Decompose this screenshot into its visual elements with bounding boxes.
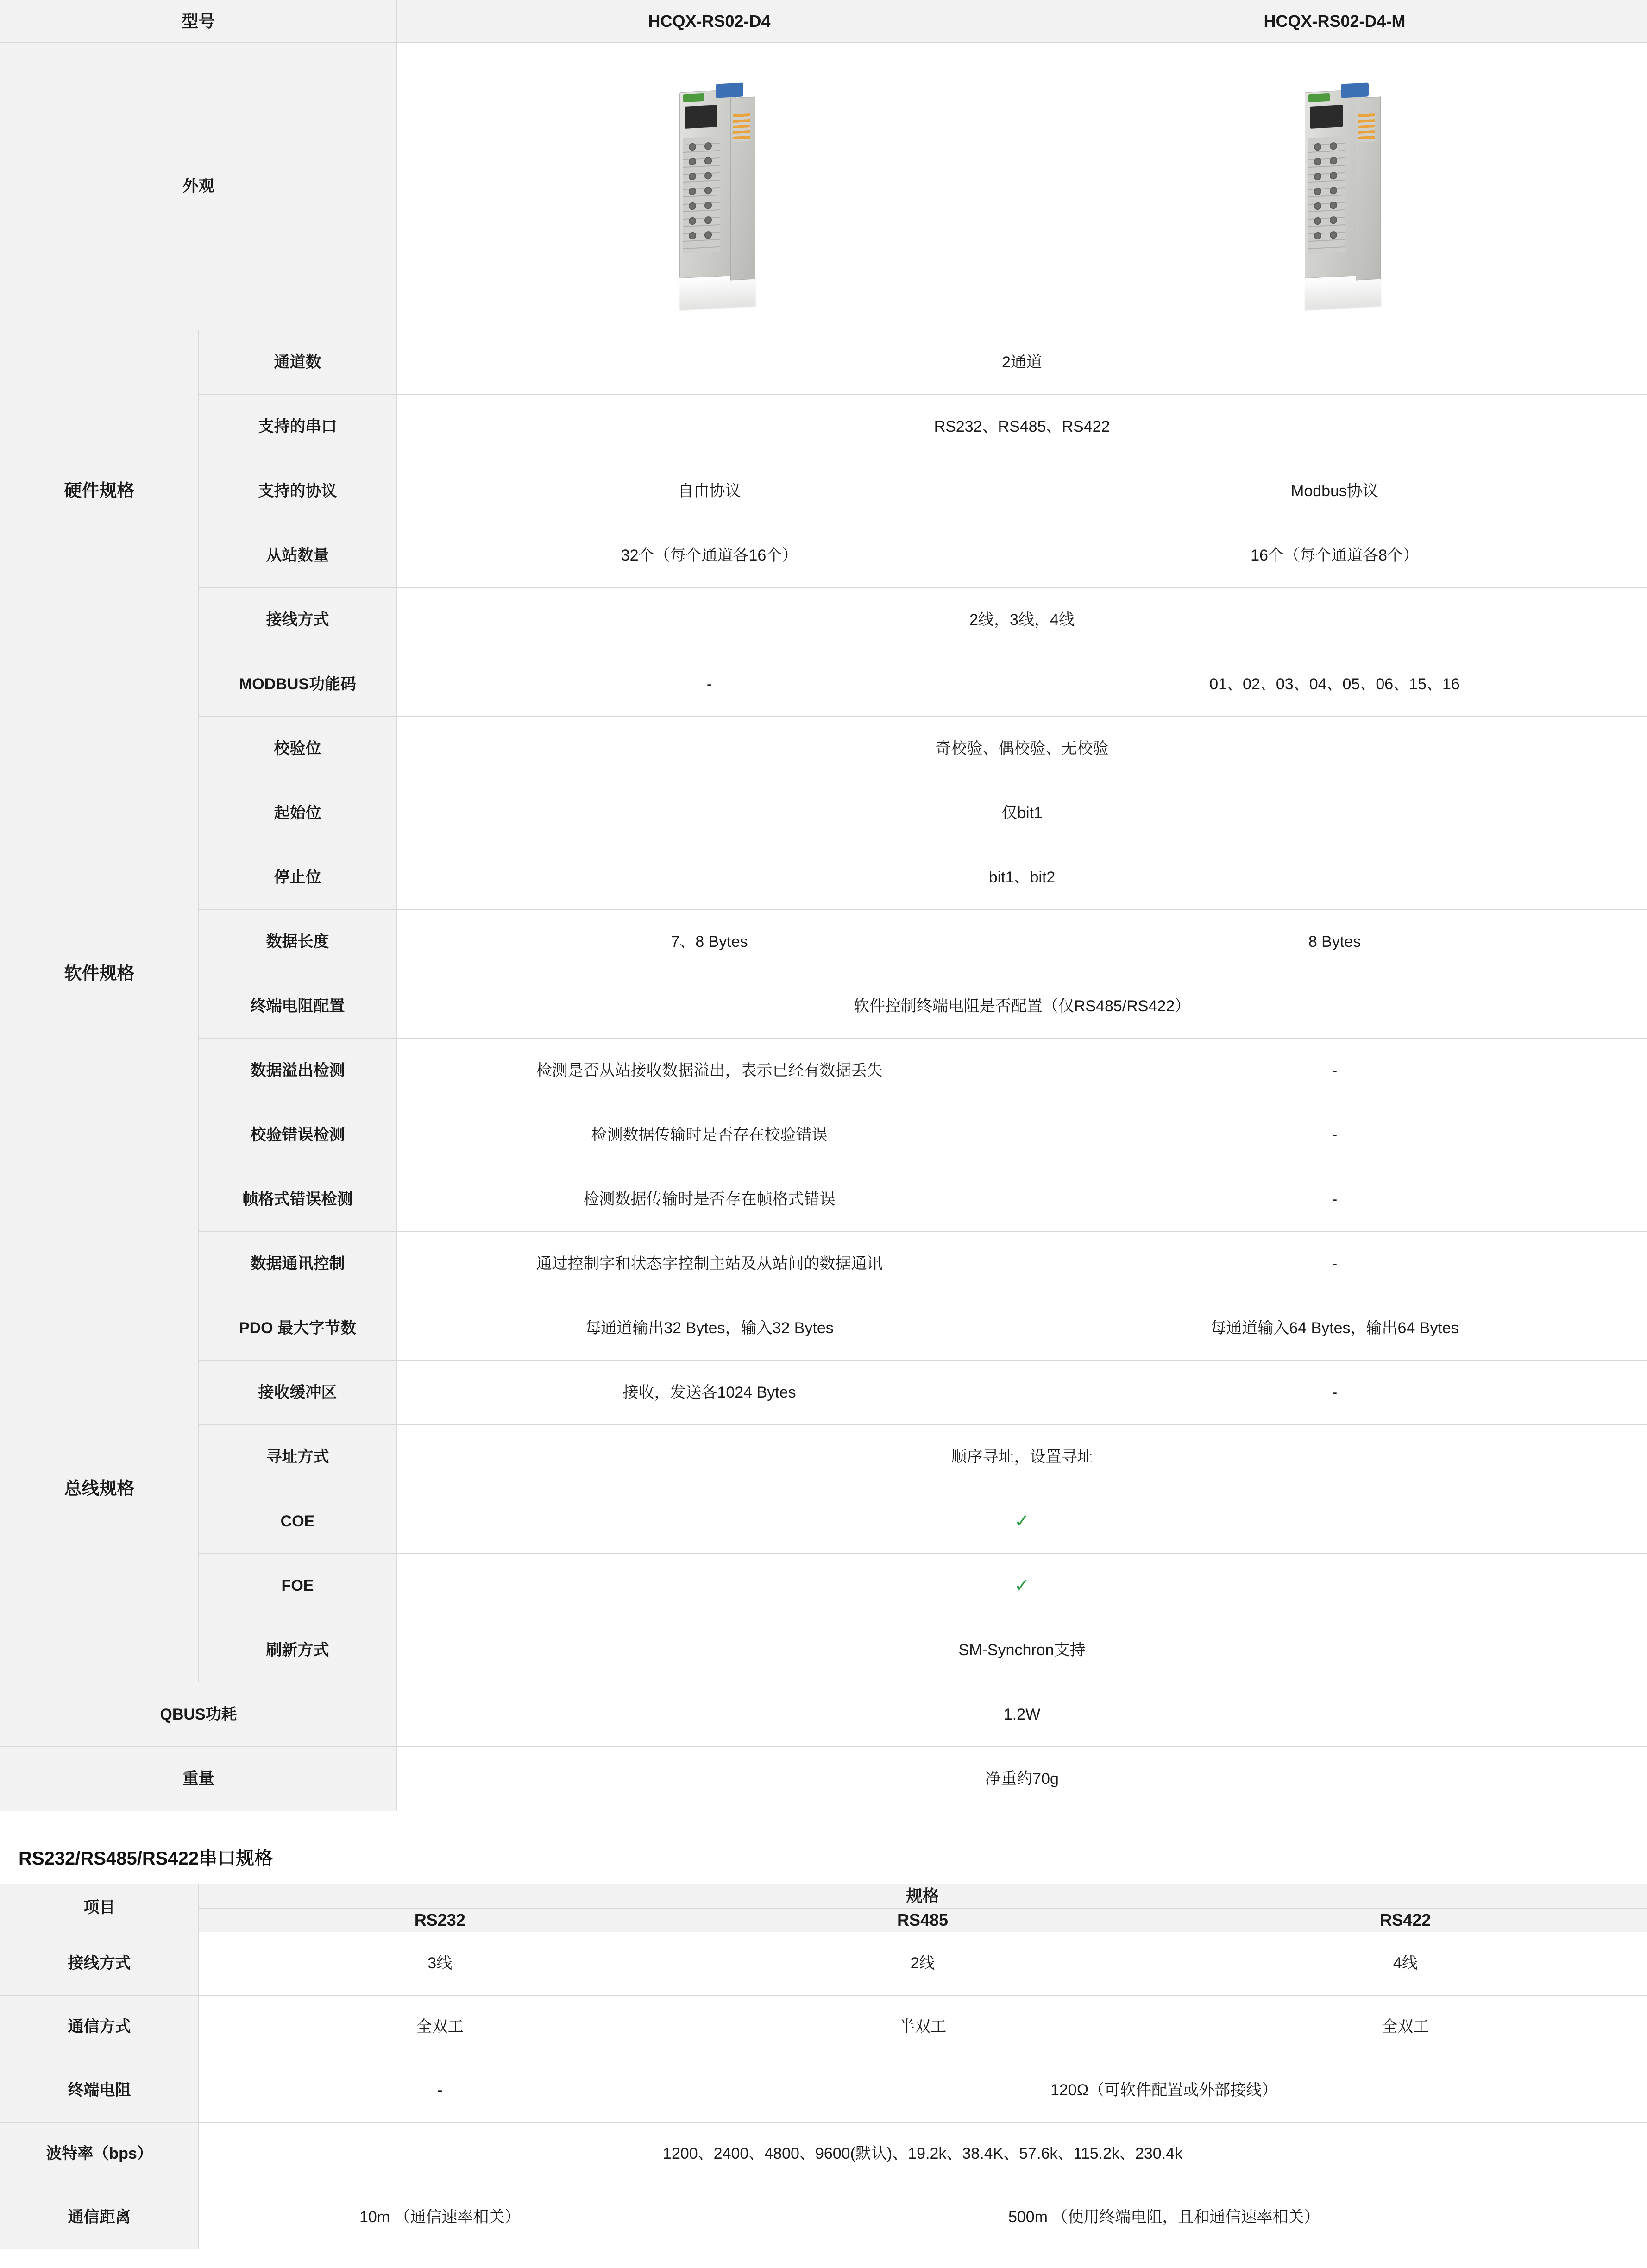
product-image-d4m <box>1022 43 1647 330</box>
serial-value: 10m （通信速率相关） <box>199 2186 681 2249</box>
spec-value-model-b: - <box>1022 1103 1647 1167</box>
spec-row <box>0 330 1647 395</box>
spec-row-label: 终端电阻配置 <box>199 974 397 1039</box>
spec-value-model-b: - <box>1022 1167 1647 1232</box>
spec-row <box>0 910 1647 974</box>
spec-value-model-a: 自由协议 <box>397 459 1022 523</box>
spec-value-model-b: - <box>1022 1039 1647 1103</box>
serial-row-label: 波特率（bps） <box>0 2123 199 2186</box>
spec-value-model-a: 检测数据传输时是否存在校验错误 <box>397 1103 1022 1167</box>
spec-row-label: 停止位 <box>199 845 397 910</box>
spec-value: bit1、bit2 <box>397 845 1647 910</box>
spec-row <box>0 845 1647 910</box>
check-icon: ✓ <box>1014 1575 1030 1596</box>
spec-row-label: 数据通讯控制 <box>199 1232 397 1296</box>
spec-row <box>0 1489 1647 1554</box>
spec-row-label: 从站数量 <box>199 523 397 588</box>
spec-row-label: 校验位 <box>199 717 397 781</box>
spec-row-label: 起始位 <box>199 781 397 845</box>
check-icon: ✓ <box>1014 1511 1030 1531</box>
serial-row-label: 终端电阻 <box>0 2059 199 2123</box>
serial-value: 半双工 <box>681 1996 1164 2059</box>
serial-row <box>0 1932 1647 1996</box>
model-b-header: HCQX-RS02-D4-M <box>1022 0 1647 43</box>
model-header-row <box>0 0 1647 43</box>
spec-value-model-b: 每通道输入64 Bytes，输出64 Bytes <box>1022 1296 1647 1361</box>
product-image-d4 <box>397 43 1022 330</box>
serial-value: 120Ω（可软件配置或外部接线） <box>681 2059 1647 2123</box>
spec-row <box>0 1747 1647 1811</box>
appearance-row <box>0 43 1647 330</box>
spec-row <box>0 1039 1647 1103</box>
spec-value-model-a: 7、8 Bytes <box>397 910 1022 974</box>
spec-value <box>397 1489 1647 1554</box>
spec-group-label: 总线规格 <box>0 1296 199 1682</box>
serial-spec-table <box>0 1884 1647 2249</box>
spec-row <box>0 717 1647 781</box>
spec-value: 顺序寻址，设置寻址 <box>397 1425 1647 1489</box>
spec-group-label: 软件规格 <box>0 652 199 1296</box>
spec-value-model-a: 检测数据传输时是否存在帧格式错误 <box>397 1167 1022 1232</box>
spec-row-label: PDO 最大字节数 <box>199 1296 397 1361</box>
serial-spec-header: 规格 <box>199 1884 1647 1908</box>
spec-row-label: 校验错误检测 <box>199 1103 397 1167</box>
spec-row-label: QBUS功耗 <box>0 1682 397 1747</box>
spec-value-model-b: 16个（每个通道各8个） <box>1022 523 1647 588</box>
serial-row <box>0 2123 1647 2186</box>
serial-column-rs422: RS422 <box>1164 1908 1647 1932</box>
spec-row-label: 接收缓冲区 <box>199 1361 397 1425</box>
serial-row <box>0 2186 1647 2249</box>
spec-value <box>397 1554 1647 1618</box>
spec-value: 2线，3线，4线 <box>397 588 1647 652</box>
spec-value-model-a: 32个（每个通道各16个） <box>397 523 1022 588</box>
spec-value: SM-Synchron支持 <box>397 1618 1647 1682</box>
serial-value: 全双工 <box>199 1996 681 2059</box>
spec-group-label: 硬件规格 <box>0 330 199 652</box>
spec-row <box>0 1618 1647 1682</box>
spec-row-label: 支持的协议 <box>199 459 397 523</box>
spec-value-model-a: 接收，发送各1024 Bytes <box>397 1361 1022 1425</box>
spec-row-label: 寻址方式 <box>199 1425 397 1489</box>
serial-row-label: 接线方式 <box>0 1932 199 1996</box>
spec-row-label: COE <box>199 1489 397 1554</box>
spec-value-model-a: 检测是否从站接收数据溢出，表示已经有数据丢失 <box>397 1039 1022 1103</box>
model-a-header: HCQX-RS02-D4 <box>397 0 1022 43</box>
spec-row <box>0 1103 1647 1167</box>
serial-value: 2线 <box>681 1932 1164 1996</box>
spec-value-model-a: 通过控制字和状态字控制主站及从站间的数据通讯 <box>397 1232 1022 1296</box>
spec-value: 奇校验、偶校验、无校验 <box>397 717 1647 781</box>
spec-row <box>0 1554 1647 1618</box>
terminal-holes <box>687 139 716 250</box>
serial-value: 3线 <box>199 1932 681 1996</box>
serial-header-row-1 <box>0 1884 1647 1908</box>
spec-row <box>0 1682 1647 1747</box>
model-header-label: 型号 <box>0 0 397 43</box>
spec-row <box>0 1425 1647 1489</box>
spec-row-label: 刷新方式 <box>199 1618 397 1682</box>
spec-row-label: 接线方式 <box>199 588 397 652</box>
spec-row <box>0 1361 1647 1425</box>
spec-value-model-b: - <box>1022 1361 1647 1425</box>
spec-row <box>0 652 1647 717</box>
serial-row-label: 通信距离 <box>0 2186 199 2249</box>
spec-value-model-a: - <box>397 652 1022 717</box>
module-illustration <box>661 77 758 290</box>
spec-value-model-a: 每通道输出32 Bytes，输入32 Bytes <box>397 1296 1022 1361</box>
spec-row-label: 支持的串口 <box>199 395 397 459</box>
spec-row <box>0 1167 1647 1232</box>
spec-row <box>0 1296 1647 1361</box>
spec-value: RS232、RS485、RS422 <box>397 395 1647 459</box>
spec-value: 仅bit1 <box>397 781 1647 845</box>
spec-row <box>0 523 1647 588</box>
spec-row-label: 通道数 <box>199 330 397 395</box>
spec-row-label: 帧格式错误检测 <box>199 1167 397 1232</box>
serial-value: 4线 <box>1164 1932 1647 1996</box>
spec-row-label: FOE <box>199 1554 397 1618</box>
spec-value: 1.2W <box>397 1682 1647 1747</box>
spec-row <box>0 588 1647 652</box>
serial-row <box>0 1996 1647 2059</box>
serial-item-header: 项目 <box>0 1884 199 1932</box>
serial-value: - <box>199 2059 681 2123</box>
serial-row-label: 通信方式 <box>0 1996 199 2059</box>
serial-header-row-2 <box>0 1908 1647 1932</box>
serial-value: 全双工 <box>1164 1996 1647 2059</box>
terminal-holes <box>1312 139 1341 250</box>
spec-row-label: 数据长度 <box>199 910 397 974</box>
spec-value-model-b: Modbus协议 <box>1022 459 1647 523</box>
serial-column-rs485: RS485 <box>681 1908 1164 1932</box>
spec-row <box>0 781 1647 845</box>
spec-row-label: 数据溢出检测 <box>199 1039 397 1103</box>
spec-value-model-b: 01、02、03、04、05、06、15、16 <box>1022 652 1647 717</box>
spec-value: 软件控制终端电阻是否配置（仅RS485/RS422） <box>397 974 1647 1039</box>
spec-value: 净重约70g <box>397 1747 1647 1811</box>
serial-value: 500m （使用终端电阻，且和通信速率相关） <box>681 2186 1647 2249</box>
module-illustration <box>1286 77 1383 290</box>
spec-row <box>0 395 1647 459</box>
serial-value: 1200、2400、4800、9600(默认)、19.2k、38.4K、57.6k、115.2k、230.4k <box>199 2123 1647 2186</box>
serial-row <box>0 2059 1647 2123</box>
appearance-label: 外观 <box>0 43 397 330</box>
spec-row-label: MODBUS功能码 <box>199 652 397 717</box>
spec-row <box>0 974 1647 1039</box>
spec-row <box>0 1232 1647 1296</box>
spec-value-model-b: 8 Bytes <box>1022 910 1647 974</box>
spec-value-model-b: - <box>1022 1232 1647 1296</box>
serial-section-title: RS232/RS485/RS422串口规格 <box>0 1811 1647 1884</box>
spec-row-label: 重量 <box>0 1747 397 1811</box>
spec-row <box>0 459 1647 523</box>
serial-column-rs232: RS232 <box>199 1908 681 1932</box>
spec-value: 2通道 <box>397 330 1647 395</box>
